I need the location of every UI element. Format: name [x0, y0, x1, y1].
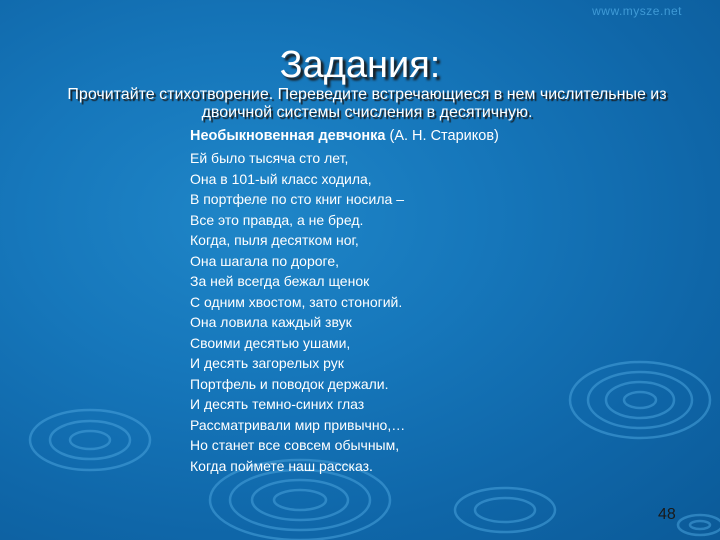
task-instructions: Прочитайте стихотворение. Переведите встречающиеся в нем числительные из двоичной системы счисления в десятичную.	[67, 86, 667, 121]
poem-line: Она в 101-ый класс ходила,	[190, 170, 372, 187]
poem-line: Но станет все совсем обычным,	[190, 437, 400, 453]
poem-line: Ей было тысяча сто лет,	[190, 150, 349, 166]
poem-line: Она шагала по дороге,	[190, 252, 340, 269]
poem-line: Своими десятью ушами,	[190, 334, 351, 351]
poem-heading	[190, 126, 620, 146]
poem-line: Рассматривали мир привычно,…	[190, 416, 406, 433]
poem-line: Все это правда, а не бред.	[190, 211, 364, 228]
page-number: 48	[658, 506, 676, 523]
poem-line: Когда, пыля десятком ног,	[190, 232, 359, 248]
poem-line: За ней всегда бежал щенок	[190, 273, 370, 289]
poem-line: И десять загорелых рук	[190, 355, 344, 371]
watermark: www.mysze.net	[592, 4, 682, 18]
poem-line: Она ловила каждый звук	[190, 314, 352, 330]
poem-line: И десять темно-синих глаз	[190, 396, 365, 412]
poem-line: Портфель и поводок держали.	[190, 375, 389, 392]
poem-title: Необыкновенная девчонка	[190, 128, 386, 144]
poem	[190, 126, 620, 476]
poem-author: (А. Н. Стариков)	[389, 128, 499, 144]
poem-line: В портфеле по сто книг носила –	[190, 191, 404, 207]
poem-line: С одним хвостом, зато стоногий.	[190, 293, 403, 310]
slide-title: Задания:	[279, 44, 441, 86]
poem-line: Когда поймете наш рассказ.	[190, 457, 373, 474]
